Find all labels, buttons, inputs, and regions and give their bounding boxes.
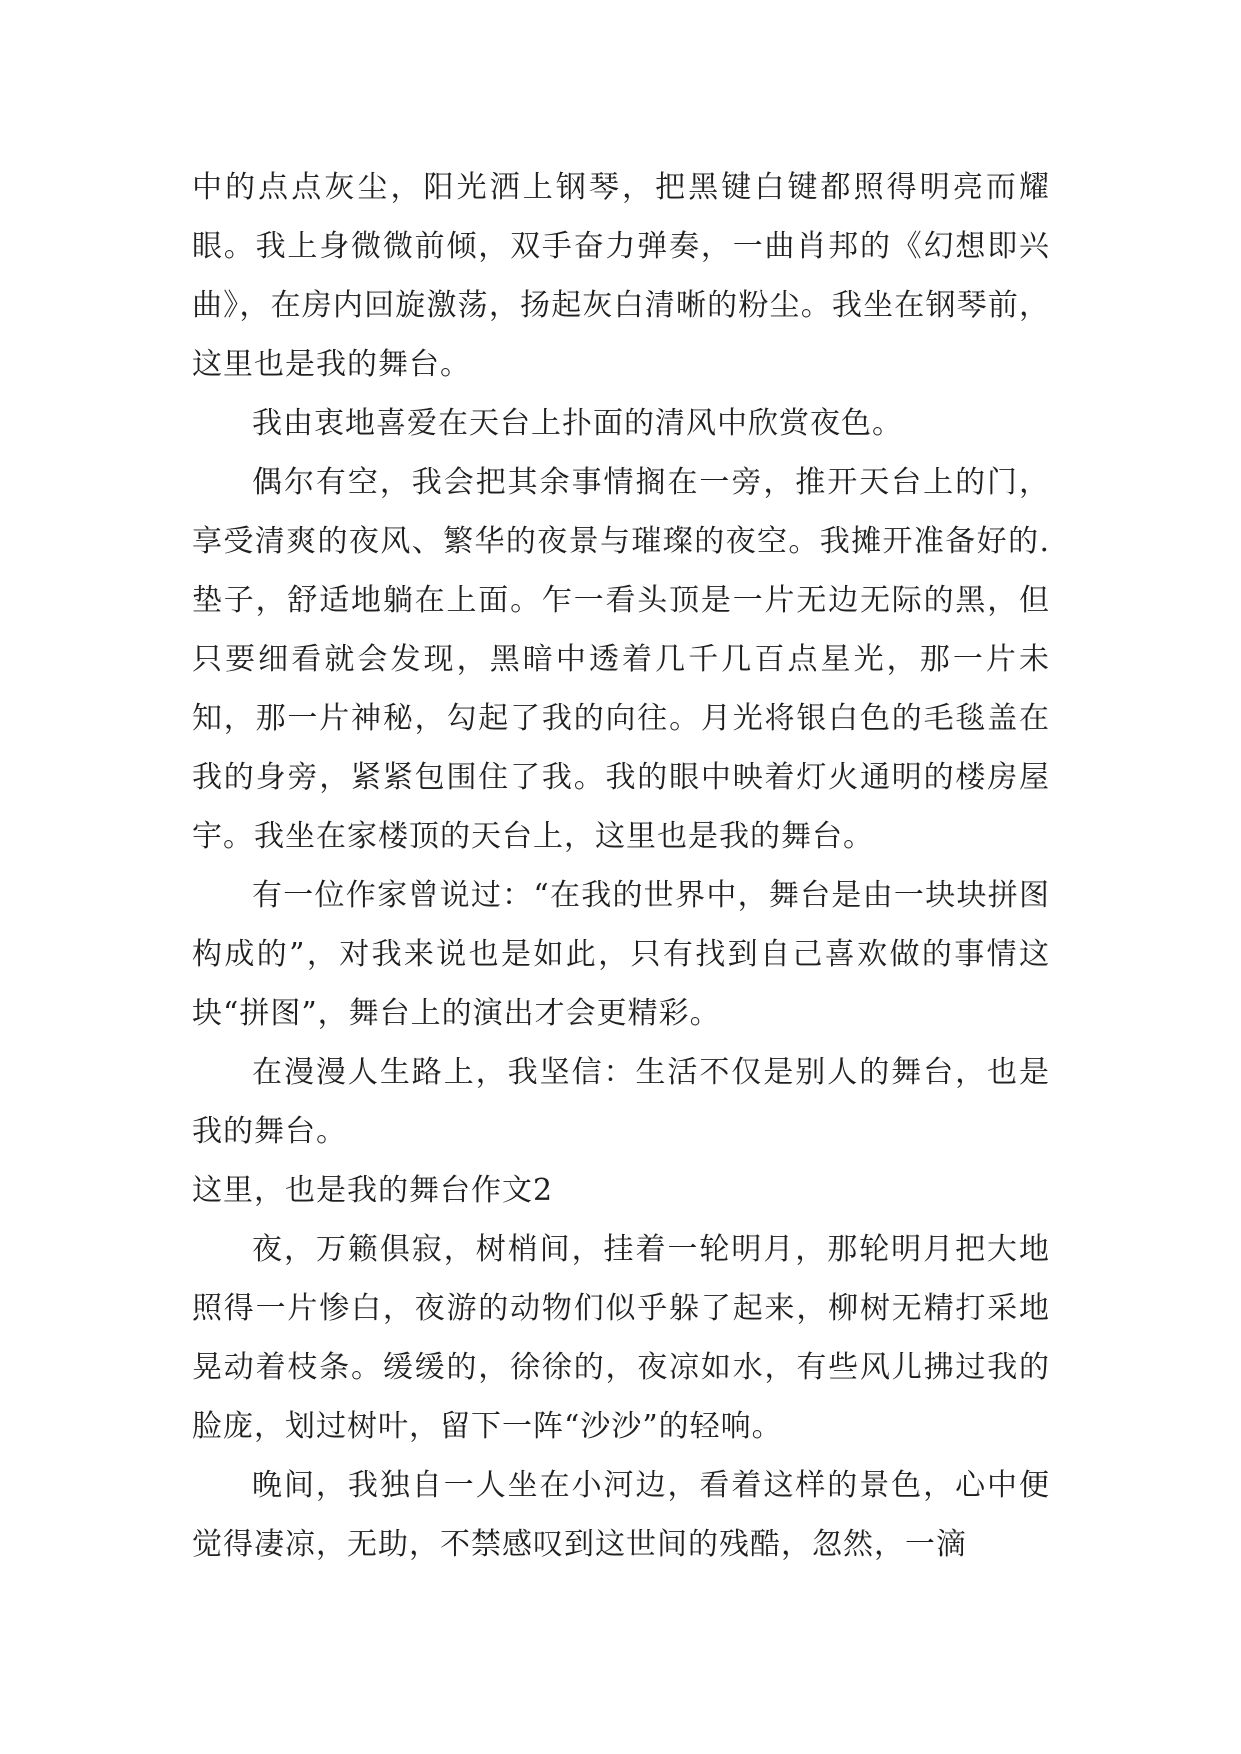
paragraph: 我由衷地喜爱在天台上扑面的清风中欣赏夜色。: [252, 406, 903, 441]
paragraph: 在漫漫人生路上，我坚信：生活不仅是别人的舞台，也是我的舞台。: [192, 1055, 1050, 1149]
paragraph: 夜，万籁俱寂，树梢间，挂着一轮明月，那轮明月把大地照得一片惨白，夜游的动物们似乎躲了起来，柳树无精打采地晃动着枝条。缓缓的，徐徐的，夜凉如水，有些风儿拂过我的脸庞，划过树叶，留下一阵“沙沙”的轻响。: [192, 1232, 1050, 1444]
paragraph: 有一位作家曾说过：“在我的世界中，舞台是由一块块拼图构成的”，对我来说也是如此，只有找到自己喜欢做的事情这块“拼图”，舞台上的演出才会更精彩。: [192, 878, 1050, 1031]
section-heading: 这里，也是我的舞台作文2: [192, 1173, 554, 1208]
paragraph: 偶尔有空，我会把其余事情搁在一旁，推开天台上的门，享受清爽的夜风、繁华的夜景与璀璨的夜空。我摊开准备好的.垫子，舒适地躺在上面。乍一看头顶是一片无边无际的黑，但只要细看就会发现，黑暗中透着几千几百点星光，那一片未知，那一片神秘，勾起了我的向往。月光将银白色的毛毯盖在我的身旁，紧紧包围住了我。我的眼中映着灯火通明的楼房屋宇。我坐在家楼顶的天台上，这里也是我的舞台。: [192, 465, 1050, 854]
paragraph-continued: 中的点点灰尘，阳光洒上钢琴，把黑键白键都照得明亮而耀眼。我上身微微前倾，双手奋力弹奏，一曲肖邦的《幻想即兴曲》，在房内回旋激荡，扬起灰白清晰的粉尘。我坐在钢琴前，这里也是我的舞台。: [192, 170, 1050, 382]
paragraph: 晚间，我独自一人坐在小河边，看着这样的景色，心中便觉得凄凉，无助，不禁感叹到这世间的残酷，忽然，一滴: [192, 1468, 1050, 1562]
document-body: [192, 158, 1050, 1574]
